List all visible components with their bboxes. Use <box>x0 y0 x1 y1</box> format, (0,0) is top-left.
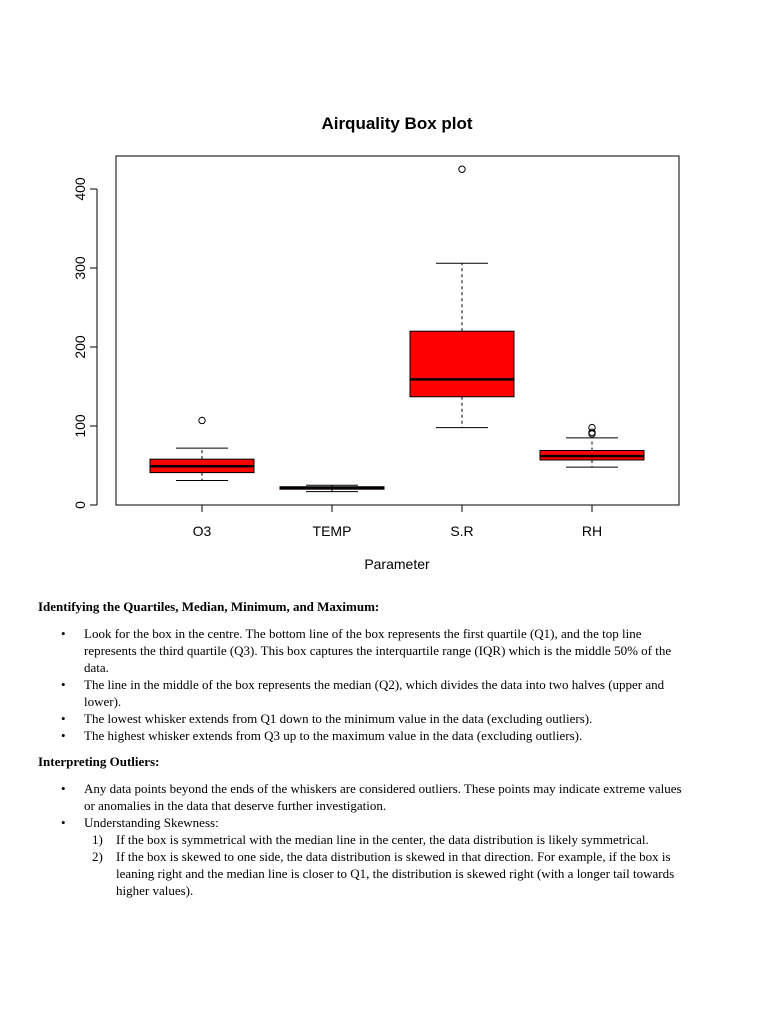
list-item-text: Any data points beyond the ends of the whiskers are considered outliers. These points may indicate extreme values or anomalies in the data that deserve further investigation. <box>84 781 682 813</box>
x-axis <box>193 505 602 539</box>
numbered-item-text: If the box is symmetrical with the median line in the center, the data distribution is likely symmetrical. <box>116 832 649 847</box>
y-tick-label: 400 <box>72 177 88 201</box>
bullet-icon: • <box>61 728 66 743</box>
list-item-text: The lowest whisker extends from Q1 down to the minimum value in the data (excluding outliers). <box>84 711 593 726</box>
numbered-item <box>84 831 688 848</box>
y-axis <box>72 177 97 509</box>
x-tick-label: RH <box>581 523 603 539</box>
chart-title: Airquality Box plot <box>321 114 473 133</box>
box-s-r <box>410 166 514 428</box>
y-tick-label: 0 <box>72 501 88 509</box>
number-marker: 1) <box>92 832 103 847</box>
list-item-text: Look for the box in the centre. The bottom line of the box represents the first quartile (Q1), and the top line represents the third quartile (Q3). This box captures the interquartile range (IQR) which is the middle 50% of the data. <box>84 626 672 675</box>
heading-quartiles: Identifying the Quartiles, Median, Minimum, and Maximum: <box>38 599 380 614</box>
list-item <box>38 676 688 710</box>
y-tick-label: 100 <box>72 414 88 438</box>
numbered-item <box>84 848 688 899</box>
box-rh <box>540 424 644 467</box>
list-item <box>38 727 688 744</box>
bullet-icon: • <box>61 711 66 726</box>
x-tick-label: S.R <box>450 523 474 539</box>
list-item-text: The line in the middle of the box represents the median (Q2), which divides the data into two halves (upper and lower). <box>84 677 665 709</box>
list-item-text: Understanding Skewness: <box>84 815 219 830</box>
bullet-list-outliers <box>38 780 688 899</box>
bullet-list-quartiles <box>38 625 688 744</box>
x-tick-label: O3 <box>192 523 212 539</box>
bullet-icon: • <box>61 626 66 641</box>
box-temp <box>280 485 384 491</box>
list-item <box>38 814 688 899</box>
box-o3 <box>150 417 254 480</box>
number-marker: 2) <box>92 849 103 864</box>
x-tick-label: TEMP <box>312 523 352 539</box>
outlier-point <box>589 424 595 430</box>
outlier-point <box>459 166 465 172</box>
list-item <box>38 625 688 676</box>
numbered-list-skewness <box>84 831 688 899</box>
numbered-item-text: If the box is skewed to one side, the data distribution is skewed in that direction. For example, if the box is leaning right and the median line is closer to Q1, the distribution is skewed right (with a longer tail towards higher values). <box>116 849 675 898</box>
boxes <box>150 166 644 492</box>
bullet-icon: • <box>61 815 66 830</box>
explanation-document <box>38 598 688 908</box>
y-tick-label: 300 <box>72 256 88 280</box>
x-axis-label: Parameter <box>364 556 430 572</box>
outlier-point <box>199 417 205 423</box>
iqr-box <box>410 331 514 397</box>
list-item-text: The highest whisker extends from Q3 up to the maximum value in the data (excluding outliers). <box>84 728 583 743</box>
list-item <box>38 710 688 727</box>
heading-outliers: Interpreting Outliers: <box>38 754 160 769</box>
bullet-icon: • <box>61 781 66 796</box>
list-item <box>38 780 688 814</box>
y-tick-label: 200 <box>72 335 88 359</box>
bullet-icon: • <box>61 677 66 692</box>
